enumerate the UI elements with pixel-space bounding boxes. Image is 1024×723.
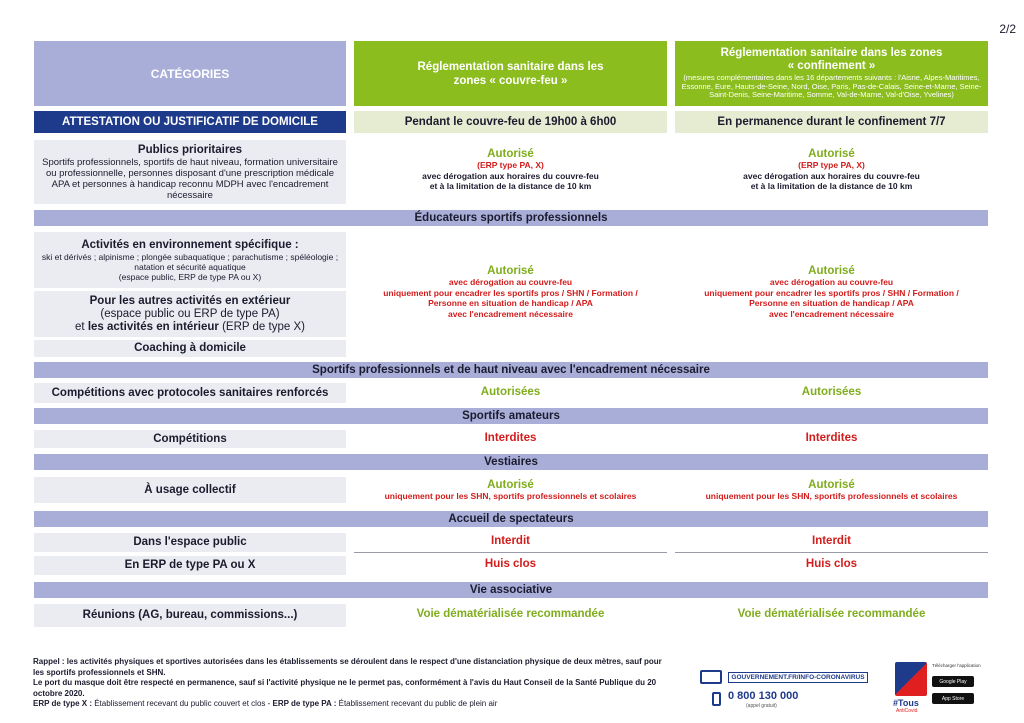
header-confinement-note: (mesures complémentaires dans les 16 départements suivants : l'Aisne, Alpes-Maritimes, Essonne, Eure, Hauts-de-Seine, Nord, Oise, Paris, Pas-de-Calais, Seine-et-Marne, Seine-Saint-Denis, Seine-Maritime, Somme, Val-de-Marne, Val-d'Oise, Yvelines) (681, 73, 982, 100)
footer-erp (33, 699, 673, 710)
gov-url-link[interactable]: GOUVERNEMENT.FR/INFO-CORONAVIRUS (728, 672, 868, 683)
erp-pa-x-cell (34, 556, 346, 575)
google-play-badge[interactable]: Google Play (932, 676, 974, 687)
vestiaires-detail: uniquement pour les SHN, sportifs professionnels et scolaires (384, 491, 637, 501)
erp-pa-x-couvre-feu (354, 558, 667, 570)
publics-prioritaires-cell (34, 140, 346, 204)
distance-text: et à la limitation de la distance de 10 km (429, 181, 592, 191)
autres-activites-line1: Pour les autres activités en extérieur (89, 294, 291, 307)
app-store-badge[interactable]: App Store (932, 693, 974, 704)
activites-specifiques-desc: ski et dérivés ; alpinisme ; plongée subaquatique ; parachutisme ; spéléologie ; natation et sécurité aquatique (41, 251, 339, 272)
status-interdit: Interdit (812, 535, 851, 547)
page-number: 2/2 (999, 22, 1016, 36)
educateurs-detail-4: avec l'encadrement nécessaire (769, 308, 894, 319)
reunions-label: Réunions (AG, bureau, commissions...) (82, 609, 298, 621)
publics-couvre-feu (354, 148, 667, 192)
activites-specifiques-note: (espace public, ERP de type PA ou X) (118, 271, 262, 282)
row-divider (354, 552, 667, 553)
competitions-pro-couvre-feu (354, 386, 667, 398)
educateurs-couvre-feu (354, 265, 667, 319)
reunions-couvre-feu (354, 608, 667, 620)
tousanticovid-text: #Tous (893, 698, 919, 708)
erp-note: (ERP type PA, X) (798, 160, 865, 170)
educateurs-detail-4: avec l'encadrement nécessaire (448, 308, 573, 319)
coaching-label: Coaching à domicile (134, 342, 246, 354)
status-dematerialisee: Voie dématérialisée recommandée (416, 608, 605, 620)
status-autorisees: Autorisées (801, 386, 862, 398)
phone-icon (712, 692, 721, 706)
distance-text: et à la limitation de la distance de 10 km (750, 181, 913, 191)
erp-pa-x-confinement (675, 558, 988, 570)
attestation-label: ATTESTATION OU JUSTIFICATIF DE DOMICILE (34, 111, 346, 133)
footer-erp-x-label: ERP de type X : (33, 699, 92, 708)
status-autorise: Autorisé (808, 265, 855, 277)
phone-number[interactable]: 0 800 130 000 (728, 690, 799, 702)
derogation-text: avec dérogation aux horaires du couvre-feu (743, 170, 920, 181)
tousanticovid-logo-icon (895, 662, 927, 696)
publics-confinement (675, 148, 988, 192)
autres-activites-line3-c: (ERP de type X) (218, 320, 305, 333)
tousanticovid-sub: AntiCovid (896, 708, 918, 714)
competitions-pro-confinement (675, 386, 988, 398)
educateurs-detail-1: avec dérogation au couvre-feu (769, 277, 894, 287)
autres-activites-line3 (75, 321, 305, 334)
autres-activites-line2: (espace public ou ERP de type PA) (100, 307, 280, 320)
footer-masque (33, 678, 673, 699)
footer-masque-text: Le port du masque doit être respecté en permanence, sauf si l'activité physique ne le permet pas, conformément à l'avis du Haut Conseil de la Santé Publique du 20 octobre 2020. (33, 678, 657, 698)
educateurs-detail-2: uniquement pour encadrer les sportifs pros / SHN / Formation / (383, 287, 638, 298)
status-autorise: Autorisé (808, 148, 855, 160)
status-interdites: Interdites (805, 432, 858, 444)
educateurs-detail-3: Personne en situation de handicap / APA (749, 298, 914, 308)
espace-public-couvre-feu (354, 535, 667, 547)
row-divider (675, 552, 988, 553)
educateurs-confinement (675, 265, 988, 319)
footer-notes (33, 657, 673, 710)
vestiaires-confinement (675, 479, 988, 502)
status-autorise: Autorisé (487, 148, 534, 160)
band-sportifs-amateurs: Sportifs amateurs (34, 408, 988, 424)
autres-activites-cell (34, 291, 346, 337)
header-confinement (675, 41, 988, 106)
autres-activites-line3-a: et (75, 320, 88, 333)
educateurs-detail-3: Personne en situation de handicap / APA (428, 298, 593, 308)
usage-collectif-cell (34, 477, 346, 503)
footer-erp-pa-label: ERP de type PA : (272, 699, 337, 708)
autres-activites-line3-b: les activités en intérieur (87, 320, 219, 333)
coaching-cell (34, 340, 346, 357)
footer-rappel-label: Rappel : (33, 657, 65, 666)
status-autorise: Autorisé (487, 479, 534, 491)
espace-public-label: Dans l'espace public (133, 536, 247, 548)
publics-prioritaires-desc: Sportifs professionnels, sportifs de haut niveau, formation universitaire ou professionnelle, personnes disposant d'une prescription médicale APA et personnes à handicap reconnu MDPH avec l'encadrement nécessaire (42, 156, 338, 201)
competitions-amateurs-couvre-feu (354, 432, 667, 444)
footer-erp-x-text: Établissement recevant du public couvert et clos - (91, 699, 273, 708)
activites-specifiques-title: Activités en environnement spécifique : (81, 238, 299, 251)
erp-pa-x-label: En ERP de type PA ou X (124, 559, 256, 571)
header-couvre-feu-title: Réglementation sanitaire dans les zones « couvre-feu » (417, 60, 604, 87)
status-autorise: Autorisé (808, 479, 855, 491)
attestation-confinement: En permanence durant le confinement 7/7 (675, 111, 988, 133)
computer-icon (700, 670, 722, 684)
store-caption: Télécharger l'application (932, 663, 981, 668)
header-couvre-feu (354, 41, 667, 106)
educateurs-detail-1: avec dérogation au couvre-feu (448, 277, 573, 287)
vestiaires-couvre-feu (354, 479, 667, 502)
footer-rappel-text: les activités physiques et sportives autorisées dans les établissements se déroulent dans le respect d'une distanciation physique de deux mètres, sauf pour les sportifs professionnels et SHN. (33, 657, 662, 677)
status-huis-clos: Huis clos (805, 558, 858, 570)
status-autorise: Autorisé (487, 265, 534, 277)
status-interdit: Interdit (491, 535, 530, 547)
vestiaires-detail: uniquement pour les SHN, sportifs professionnels et scolaires (705, 491, 958, 501)
reunions-confinement (675, 608, 988, 620)
competitions-pro-label: Compétitions avec protocoles sanitaires renforcés (51, 386, 329, 399)
header-confinement-title: Réglementation sanitaire dans les zones « confinement » (720, 47, 943, 73)
reunions-cell (34, 604, 346, 627)
status-interdites: Interdites (484, 432, 537, 444)
derogation-text: avec dérogation aux horaires du couvre-feu (422, 170, 599, 181)
activites-specifiques-cell (34, 232, 346, 288)
competitions-amateurs-confinement (675, 432, 988, 444)
erp-note: (ERP type PA, X) (477, 160, 544, 170)
attestation-couvre-feu: Pendant le couvre-feu de 19h00 à 6h00 (354, 111, 667, 133)
band-spectateurs: Accueil de spectateurs (34, 511, 988, 527)
competitions-amateurs-cell (34, 430, 346, 448)
band-educateurs: Éducateurs sportifs professionnels (34, 210, 988, 226)
phone-note: (appel gratuit) (746, 703, 777, 709)
espace-public-confinement (675, 535, 988, 547)
publics-prioritaires-title: Publics prioritaires (137, 143, 243, 156)
usage-collectif-label: À usage collectif (144, 483, 236, 496)
espace-public-cell (34, 533, 346, 552)
footer-erp-pa-text: Établissement recevant du public de plein air (336, 699, 498, 708)
band-vestiaires: Vestiaires (34, 454, 988, 470)
status-huis-clos: Huis clos (484, 558, 537, 570)
status-autorisees: Autorisées (480, 386, 541, 398)
competitions-amateurs-label: Compétitions (153, 432, 227, 445)
competitions-pro-cell (34, 383, 346, 403)
status-dematerialisee: Voie dématérialisée recommandée (737, 608, 926, 620)
header-categories: CATÉGORIES (34, 41, 346, 106)
footer-rappel (33, 657, 673, 678)
band-vie-associative: Vie associative (34, 582, 988, 598)
educateurs-detail-2: uniquement pour encadrer les sportifs pros / SHN / Formation / (704, 287, 959, 298)
band-sportifs-pro: Sportifs professionnels et de haut niveau avec l'encadrement nécessaire (34, 362, 988, 378)
